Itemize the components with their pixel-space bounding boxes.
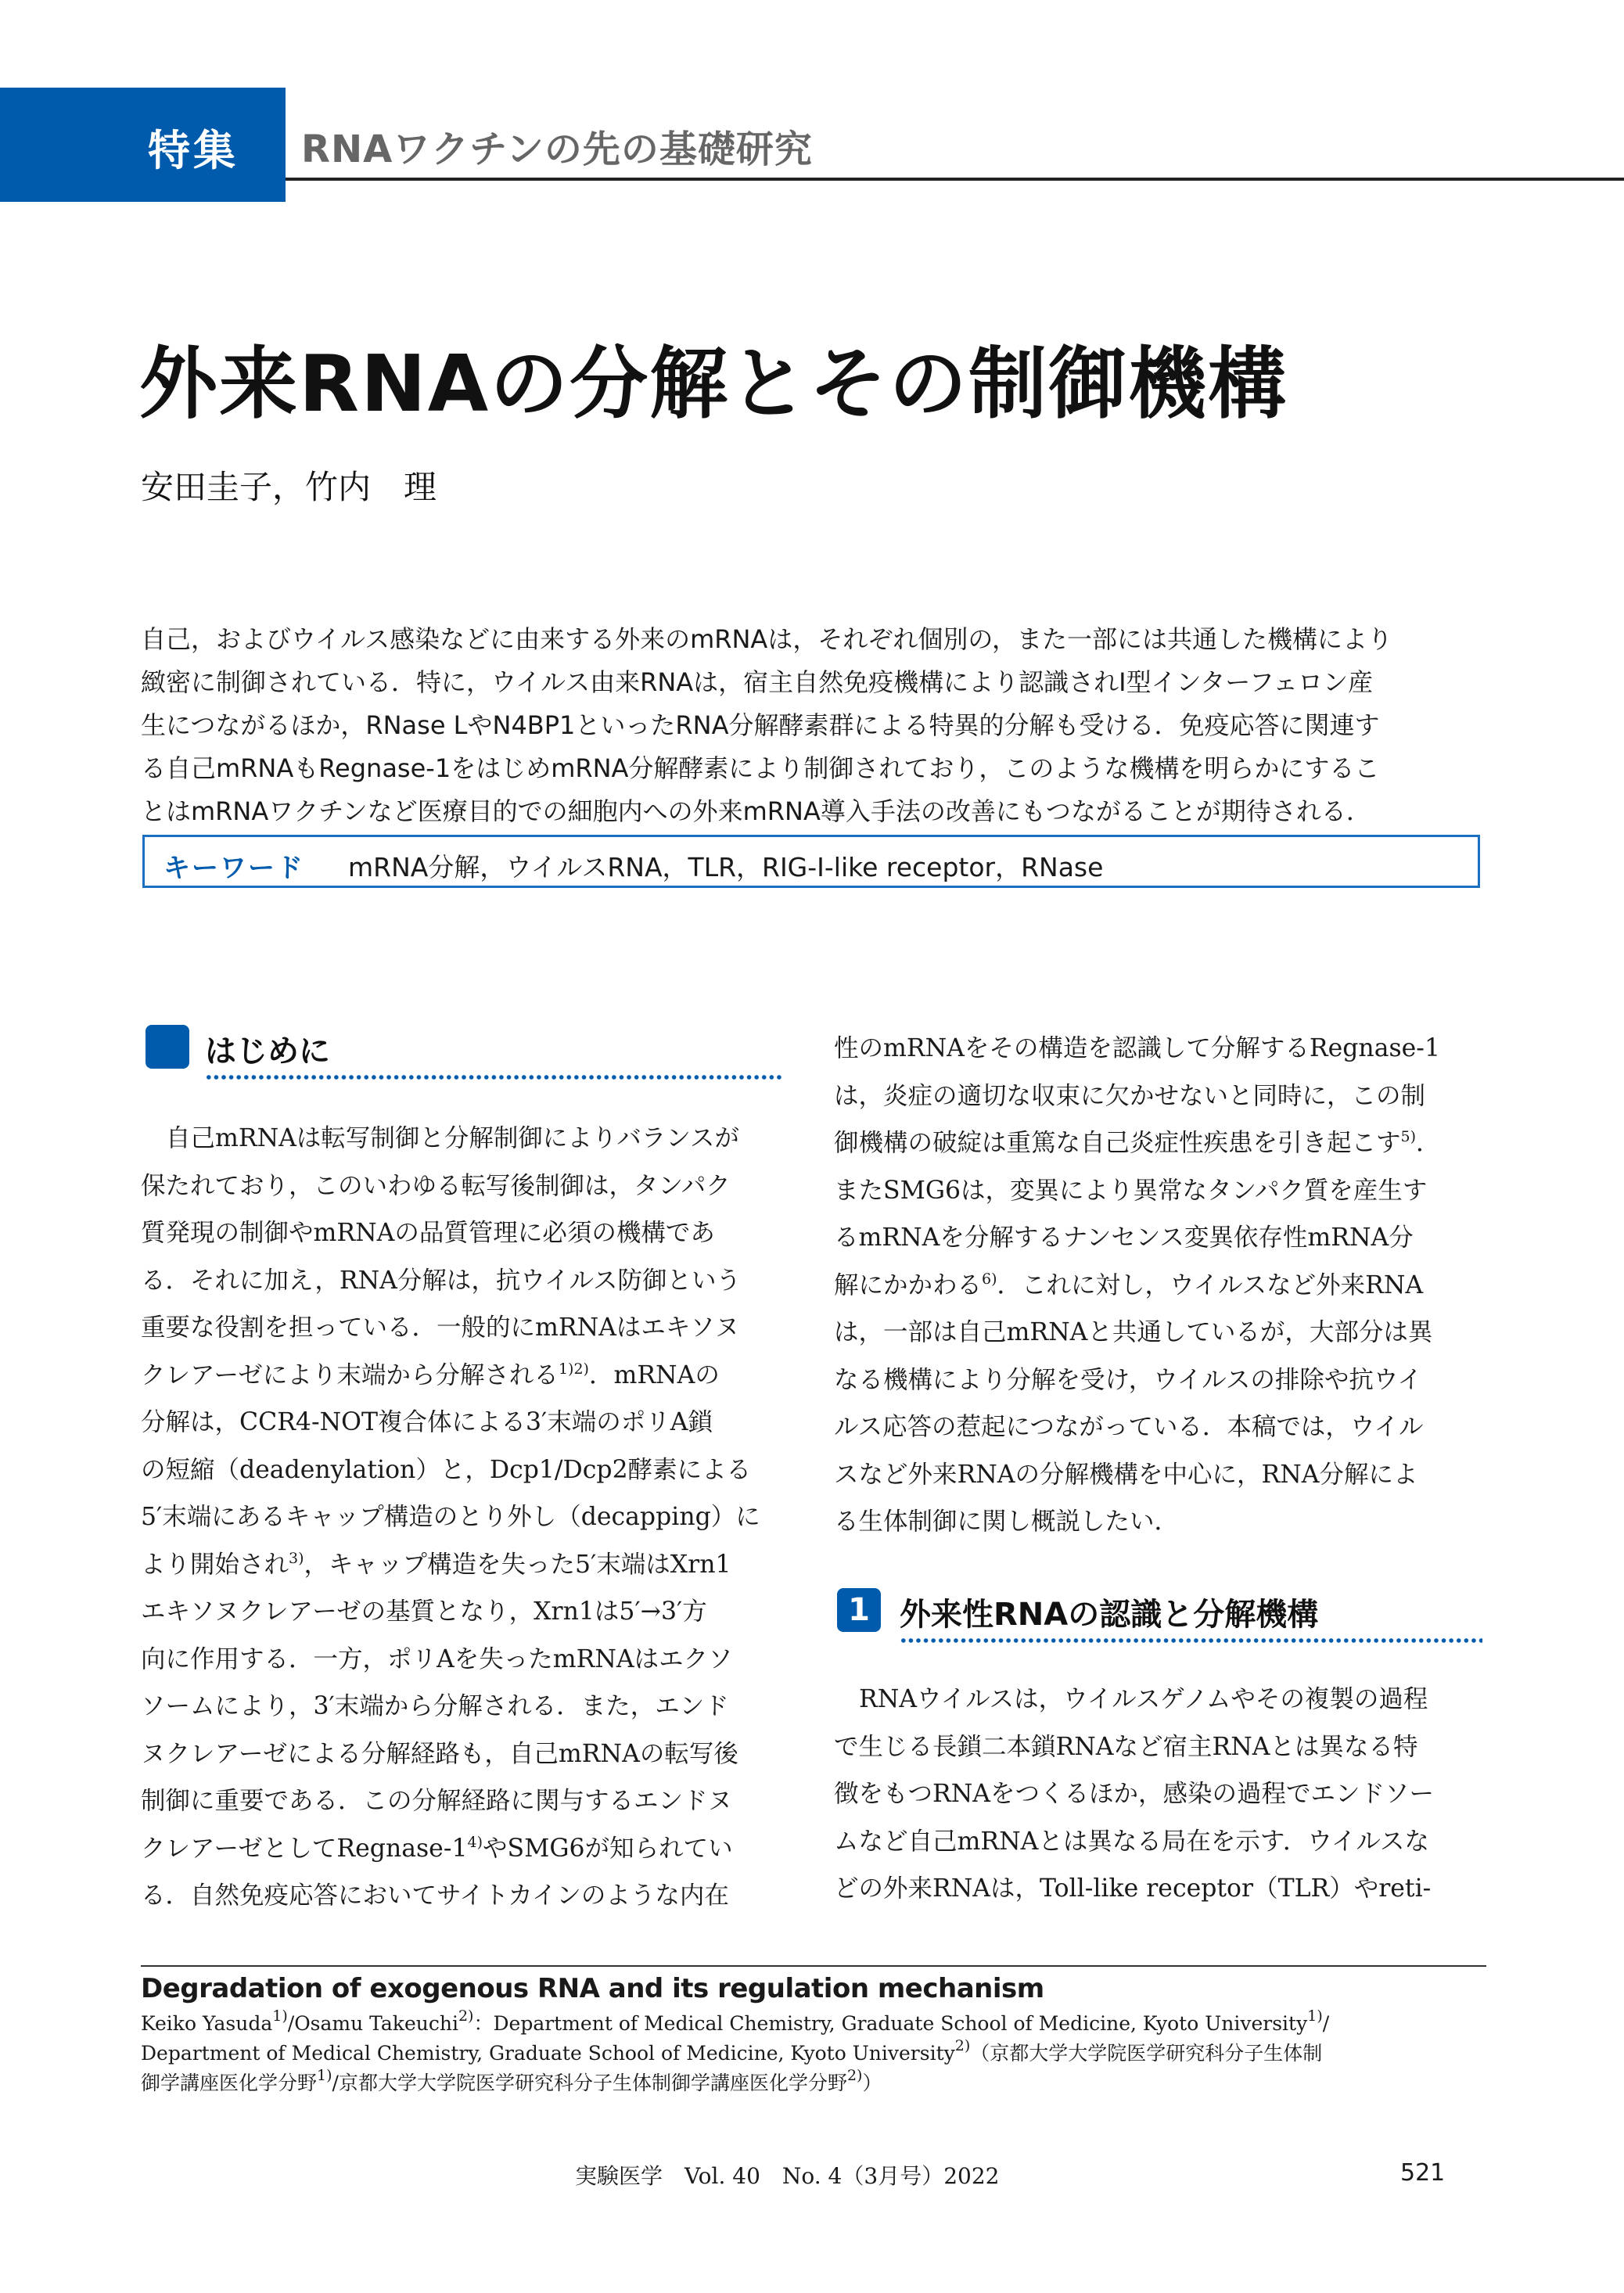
citation-ref: 3) <box>289 1549 304 1567</box>
body-text: ヌクレアーゼによる分解経路も，自己mRNAの転写後 <box>141 1739 738 1768</box>
abstract <box>141 618 1486 833</box>
body-text: 質発現の制御やmRNAの品質管理に必須の機構であ <box>141 1219 715 1247</box>
body-line <box>834 1451 1479 1499</box>
body-line <box>141 1493 786 1541</box>
body-text: 5′末端にあるキャップ構造のとり外し（decapping）に <box>141 1503 760 1531</box>
body-text: より開始され <box>141 1550 289 1579</box>
body-line <box>834 1818 1479 1866</box>
section-heading-intro <box>146 1025 783 1080</box>
affiliation-ref: 1) <box>272 2007 288 2025</box>
body-text: 保たれており，このいわゆる転写後制御は，タンパク <box>141 1171 731 1200</box>
affiliation-text: /京都大学大学院医学研究科分子生体制御学講座医化学分野 <box>332 2072 847 2094</box>
body-text: 制御に重要である．この分解経路に関与するエンドヌ <box>141 1787 733 1815</box>
affiliation-text: /Osamu Takeuchi <box>287 2012 458 2035</box>
body-line <box>834 1498 1479 1546</box>
header-rule <box>286 178 1624 181</box>
citation-ref: 6) <box>982 1270 997 1288</box>
affiliation-ref: 2) <box>846 2067 863 2084</box>
body-line <box>834 1309 1479 1357</box>
affiliation-ref: 1) <box>317 2067 332 2084</box>
body-text: 御機構の破綻は重篤な自己炎症性疾患を引き起こす <box>834 1129 1401 1157</box>
affiliation-ref: 1) <box>1307 2007 1323 2025</box>
authors: 安田圭子，竹内 理 <box>141 468 437 506</box>
body-text: ルス応答の惹起につながっている．本稿では，ウイル <box>834 1413 1424 1441</box>
keyword-label: キーワード <box>163 853 304 884</box>
article-title: 外来RNAの分解とその制御機構 <box>139 338 1288 429</box>
affiliation-ref: 2) <box>954 2037 971 2054</box>
affiliation-text: Keiko Yasuda <box>141 2012 273 2035</box>
affiliation-line <box>141 2009 1486 2039</box>
section-heading-1 <box>837 1588 1486 1643</box>
body-line <box>141 1541 786 1589</box>
body-line <box>141 1872 786 1920</box>
body-line <box>834 1167 1479 1215</box>
body-line <box>141 1447 786 1494</box>
section-title: 外来性RNAの認識と分解機構 <box>900 1597 1319 1633</box>
feature-label: 特集 <box>148 126 239 175</box>
body-text: スなど外来RNAの分解機構を中心に，RNA分解によ <box>834 1460 1418 1489</box>
body-line <box>834 1214 1479 1262</box>
body-text: は，炎症の適切な収束に欠かせないと同時に，この制 <box>834 1081 1426 1110</box>
body-text: の短縮（deadenylation）と，Dcp1/Dcp2酵素による <box>141 1455 752 1484</box>
body-text: 性のmRNAをその構造を認識して分解するRegnase-1 <box>834 1034 1440 1062</box>
body-text: クレアーゼとしてRegnase-1 <box>141 1834 468 1863</box>
body-text: る生体制御に関し概説したい． <box>834 1508 1180 1536</box>
body-line <box>834 1723 1479 1771</box>
body-text: で生じる長鎖二本鎖RNAなど宿主RNAとは異なる特 <box>834 1732 1418 1761</box>
citation-ref: 4) <box>467 1833 483 1851</box>
section-1-body <box>834 1676 1479 1913</box>
citation-ref: 5) <box>1400 1128 1417 1145</box>
body-text: 自己mRNAは転写制御と分解制御によりバランスが <box>166 1124 739 1152</box>
body-text: クレアーゼにより末端から分解される <box>141 1360 559 1389</box>
body-text: る．それに加え，RNA分解は，抗ウイルス防御という <box>141 1266 742 1295</box>
body-line <box>834 1262 1479 1310</box>
affiliation-text: / <box>1322 2012 1330 2035</box>
affiliation-text: Department of Medical Chemistry, Graduate School of Medicine, Kyoto University <box>141 2042 955 2065</box>
affiliation-text: 御学講座医化学分野 <box>141 2072 318 2094</box>
body-line <box>141 1588 786 1636</box>
feature-topic: RNAワクチンの先の基礎研究 <box>301 128 813 171</box>
abstract-line: る自己mRNAもRegnase-1をはじめmRNA分解酵素により制御されており，このような機構を明らかにするこ <box>141 753 1380 783</box>
body-text: ，キャップ構造を失った5′末端はXrn1 <box>304 1550 731 1579</box>
body-line <box>834 1403 1479 1451</box>
body-text: ソームにより，3′末端から分解される．また，エンド <box>141 1692 729 1720</box>
body-line <box>834 1025 1479 1073</box>
body-text: なる機構により分解を受け，ウイルスの排除や抗ウイ <box>834 1365 1422 1394</box>
body-text: RNAウイルスは，ウイルスゲノムやその複製の過程 <box>859 1685 1428 1713</box>
abstract-line: とはmRNAワクチンなど医療目的での細胞内への外来mRNA導入手法の改善にもつながることが期待される． <box>141 796 1371 826</box>
affiliation-line <box>141 2068 1486 2098</box>
body-text: エキソヌクレアーゼの基質となり，Xrn1は5′→3′方 <box>141 1598 707 1626</box>
body-text: ．これに対し，ウイルスなど外来RNA <box>997 1270 1424 1299</box>
body-text: 向に作用する．一方，ポリAを失ったmRNAはエクソ <box>141 1644 733 1673</box>
feature-banner <box>0 88 286 202</box>
square-bullet-icon <box>146 1025 189 1069</box>
body-text: ． <box>1416 1129 1441 1157</box>
body-text: またSMG6は，変異により異常なタンパク質を産生す <box>834 1176 1428 1205</box>
body-line <box>141 1777 786 1825</box>
body-text: 解にかかわる <box>834 1270 983 1299</box>
abstract-line: 緻密に制御されている．特に，ウイルス由来RNAは，宿主自然免疫機構により認識されⅠ型インターフェロン産 <box>141 667 1374 697</box>
body-line <box>141 1683 786 1731</box>
body-line <box>141 1731 786 1778</box>
english-title: Degradation of exogenous RNA and its regulation mechanism <box>141 1973 1044 2004</box>
body-text: どの外来RNAは，Toll-like receptor（TLR）やreti- <box>834 1874 1432 1903</box>
body-line <box>834 1865 1479 1913</box>
body-line <box>834 1073 1479 1120</box>
journal-citation: 実験医学 Vol. 40 No. 4（3月号）2022 <box>575 2163 1000 2189</box>
body-text: 重要な役割を担っている．一般的にmRNAはエキソヌ <box>141 1314 740 1342</box>
citation-ref: 1)2) <box>558 1360 589 1378</box>
dotted-rule <box>900 1638 1482 1643</box>
body-line <box>141 1115 786 1163</box>
body-line <box>834 1357 1479 1404</box>
affiliations <box>141 2009 1486 2098</box>
abstract-line: 自己，およびウイルス感染などに由来する外来のmRNAは，それぞれ個別の，また一部には共通した機構により <box>141 624 1393 654</box>
abstract-line: 生につながるほか，RNase LやN4BP1といったRNA分解酵素群による特異的分解も受ける．免疫応答に関連す <box>141 710 1380 740</box>
section-title: はじめに <box>205 1033 330 1069</box>
affiliation-text: ） <box>862 2072 882 2094</box>
dotted-rule <box>205 1075 783 1080</box>
body-text: ムなど自己mRNAとは異なる局在を示す．ウイルスな <box>834 1827 1429 1856</box>
body-text: るmRNAを分解するナンセンス変異依存性mRNA分 <box>834 1224 1414 1252</box>
body-line <box>141 1825 786 1873</box>
body-line <box>141 1209 786 1257</box>
body-text: ．mRNAの <box>588 1360 720 1389</box>
affiliation-text: （京都大学大学院医学研究科分子生体制 <box>970 2042 1323 2065</box>
keyword-list: mRNA分解，ウイルスRNA，TLR，RIG-I-like receptor，RNase <box>348 852 1104 882</box>
body-line <box>141 1399 786 1447</box>
body-text: やSMG6が知られてい <box>483 1834 733 1863</box>
body-text: 分解は，CCR4-NOT複合体による3′末端のポリA鎖 <box>141 1408 713 1436</box>
right-column-body <box>834 1025 1479 1546</box>
footer-rule <box>141 1965 1486 1967</box>
page-number: 521 <box>1400 2159 1446 2187</box>
body-text: る．自然免疫応答においてサイトカインのような内在 <box>141 1881 729 1910</box>
affiliation-ref: 2) <box>458 2007 474 2025</box>
body-line <box>834 1676 1479 1723</box>
body-line <box>141 1257 786 1305</box>
affiliation-line <box>141 2039 1486 2068</box>
body-line <box>834 1120 1479 1167</box>
body-text: は，一部は自己mRNAと共通しているが，大部分は異 <box>834 1318 1433 1346</box>
body-line <box>834 1770 1479 1818</box>
body-text: 徴をもつRNAをつくるほか，感染の過程でエンドソー <box>834 1780 1435 1808</box>
body-line <box>141 1304 786 1352</box>
keyword-box <box>142 835 1480 888</box>
body-line <box>141 1163 786 1210</box>
body-line <box>141 1352 786 1400</box>
left-column-body <box>141 1115 786 1920</box>
section-number-badge: 1 <box>837 1588 881 1632</box>
affiliation-text: ：Department of Medical Chemistry, Graduate School of Medicine, Kyoto University <box>473 2012 1308 2035</box>
body-line <box>141 1636 786 1684</box>
